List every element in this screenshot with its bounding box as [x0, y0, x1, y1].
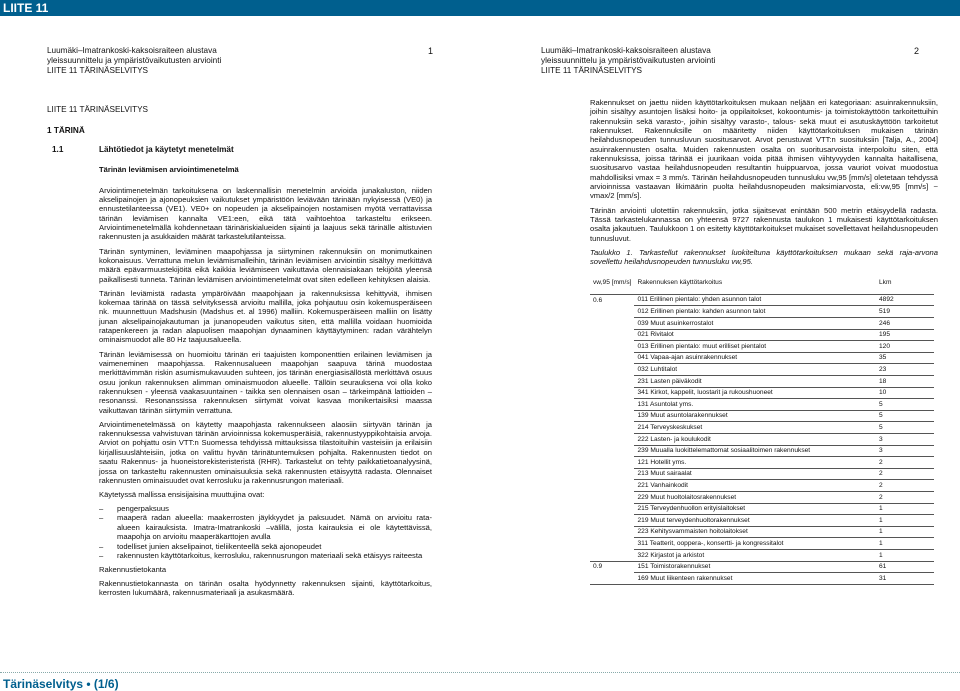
table-cell: 3: [876, 433, 934, 445]
table-row: [590, 573, 934, 585]
table-cell: 2: [876, 468, 934, 480]
left-header-line-2: yleissuunnittelu ja ympäristövaikutusten arviointi: [47, 56, 222, 65]
table-cell: 120: [876, 341, 934, 353]
table-row: [590, 364, 934, 376]
table-row: [590, 306, 934, 318]
list-item: – rakennusten käyttötarkoitus, kerrosluku, rakennusrungon materiaali sekä etäisyys raiteesta: [99, 551, 432, 560]
table-row: [590, 399, 934, 411]
subsection-title: Lähtötiedot ja käytetyt menetelmät: [99, 145, 234, 154]
table-row: [590, 376, 934, 388]
doc-heading: LIITE 11 TÄRINÄSELVITYS: [47, 105, 149, 114]
body-paragraph: Tärinän leviämistä radasta ympäröivään maapohjaan ja rakennuksissa kehittyviä, ihmisen kokemaa tärinää on tässä selvityksessä arvioitu mallilla, joka pohjautuu osin kokemusperäiseen nk. muunnettuun Madshusin (Madshus et. al 1996) malliin. Kokemusperäiseen malliin on lisätty junan akselipainojakautuman ja junanopeuden vaikutus siten, että mallilla voidaan huomioida ratapenkereen ja radan alapuolisen maapohjan dynaaminen käyttäytyminen: radan värähtelyn ominaismuodot alle 80 Hz taajuusalueella.: [99, 288, 432, 345]
banner-title: LIITE 11: [3, 1, 49, 15]
table-cell: 139 Muut asuntolarakennukset: [634, 410, 876, 422]
body-paragraph: Rakennukset on jaettu niiden käyttötarkoituksen mukaan neljään eri kategoriaan: asuinrakennuksiin, joihin sisältyy asuntojen lisäksi hoito- ja oppilaitokset, kokoontumis- ja toimistokäyttöön tarkoitettuihin rakennuksiin sekä varasto-, joihin sisältyy varasto-, talous- sekä muut ei asutuskäyttöön tarkoitetut rakennukset. Rakennuksille on määritetty niiden käyttötarkoituksen mukaisen tärinän heilahdusnopeuden tunnusluvun suositusarvot. Arvot perustuvat VTT:n suosituksiin [Talja, A., 2004] asuinrakennusten osalta. Muiden rakennusten osalta on suoritusarvoista interpoloitu siten, että rakennuksissa, joissa tärinää ei juurikaan voida pitää ihmisen viihtyvyyden kannalta haitallisena, suositusarvo vastaa heilahdusnopeuden resultantin huippuarvoa, jossa vauriot voivat muodostua mahdollisiksi vmax = 3 mm/s. Tärinän heilahdusnopeuden tunnusluku vw,95 [mm/s] oletetaan tehdyssä arvioinnissa vastaavan likimäärin puolta heilahdusnopeuden maksimiarvosta, eli:vw,95 [mm/s] ~ vmax/2 [mm/s].: [590, 98, 938, 201]
list-item: – maaperä radan alueella: maakerrosten jäykkyydet ja paksuudet. Nämä on arvioitu rata-alueen kairauksista. Imatra-Imatrankoski –välillä, josta kairauksia ei ole käytettävissä, maapohja on arvioitu maaperäkarttojen avulla: [99, 513, 432, 541]
table-cell: 1: [876, 515, 934, 527]
table-cell: [590, 468, 634, 480]
list-item: – todelliset junien akselipainot, tieliikenteellä sekä ajonopeudet: [99, 542, 432, 551]
table-cell: 5: [876, 422, 934, 434]
table-cell: 10: [876, 387, 934, 399]
table-cell: 31: [876, 573, 934, 585]
table-row: [590, 457, 934, 469]
body-paragraph: Arviointimenetelmän tarkoituksena on laskennallisin menetelmin arvioida junakaluston, niiden akselipainojen ja ajonopeuksien vaikutukset ympäristöön leviävään tärinään nykyisessä (VE0) ja ennustetilanteessa (VE1). VE0+ on nopeuden ja akselipainojen nostamisen myötä verrattavissa tärinän leviämisen kannalta VE1:een, eikä tätä vaihtoehtoa tarkasteltu erikseen. Arviointimenetelmällä kohdennetaan tärinäriskialueiden sijainti ja laajuus sekä tärinälle altistuvien rakennusten ja asukkaiden määrät tarkastelutilanteissa.: [99, 185, 432, 242]
table-cell: 1: [876, 549, 934, 561]
table-cell: 0.6: [593, 296, 603, 304]
table-row: [590, 318, 934, 330]
body-paragraph: Tärinän syntyminen, leviäminen maapohjassa ja siirtyminen rakennuksiin on monimutkainen kokonaisuus. Verrattuna melun leviämismalleihin, tärinän leviämisen arviointiin sisältyy merkittävä määrä epävarmuustekijöitä eikä kaikkia leviämiseen vaikuttavia olennaisiakaan tekijöitä yleensä paikallisesti tunneta. Tärinän leviämisen arviointimenetelmät ovat siten edelleen kehityksen alaisia.: [99, 246, 432, 284]
table-cell: 041 Vapaa-ajan asuinrakennukset: [634, 352, 876, 364]
table-cell: [590, 503, 634, 515]
table-cell: [590, 549, 634, 561]
table-cell: 169 Muut liikenteen rakennukset: [634, 573, 876, 585]
table-cell: [590, 515, 634, 527]
left-page-number: 1: [428, 46, 434, 56]
table-cell: [590, 538, 634, 550]
table-row: [590, 352, 934, 364]
table-cell: 5: [876, 410, 934, 422]
subsection-heading: [52, 145, 385, 154]
table-cell: [590, 341, 634, 353]
table-cell: 0.9: [593, 563, 603, 571]
table-cell: 2: [876, 480, 934, 492]
table-cell: 3: [876, 445, 934, 457]
right-column: [590, 98, 938, 585]
table-cell: 246: [876, 318, 934, 330]
table-header-row: [590, 272, 934, 294]
table-cell: 219 Muut terveydenhuoltorakennukset: [634, 515, 876, 527]
table-row: [590, 387, 934, 399]
variables-list: [99, 504, 432, 560]
body-paragraph: Käytetyssä mallissa ensisijaisina muuttujina ovat:: [99, 489, 265, 499]
table-cell: 18: [876, 376, 934, 388]
table-cell: [590, 318, 634, 330]
table-cell: 1: [876, 503, 934, 515]
left-header-line-1: Luumäki–Imatrankoski-kaksoisraiteen alustava: [47, 46, 217, 55]
table-row: [590, 515, 934, 527]
table-cell: 151 Toimistorakennukset: [634, 561, 876, 573]
table-cell: 229 Muut huoltolaitosrakennukset: [634, 491, 876, 503]
table-row: [590, 468, 934, 480]
table-cell: [590, 399, 634, 411]
table-cell: 239 Muualla luokittelemattomat sosiaalitoimen rakennukset: [634, 445, 876, 457]
table-cell: [590, 433, 634, 445]
table-cell: 1: [876, 538, 934, 550]
right-page-number: 2: [914, 46, 920, 56]
table-row: [590, 294, 934, 306]
table-cell: 341 Kirkot, kappelit, luostarit ja rukoushuoneet: [634, 387, 876, 399]
table-cell: [590, 352, 634, 364]
table-row: [590, 445, 934, 457]
table-cell: 4892: [876, 294, 934, 306]
footer-divider: [0, 672, 960, 673]
table-cell: [590, 457, 634, 469]
table-cell: 1: [876, 526, 934, 538]
table-cell: 121 Hotellit yms.: [634, 457, 876, 469]
table-cell: 223 Kehitysvammaisten hoitolaitokset: [634, 526, 876, 538]
section-heading: 1 TÄRINÄ: [47, 126, 85, 136]
left-body: [52, 145, 432, 603]
table-cell: 011 Erillinen pientalo: yhden asunnon talot: [634, 294, 876, 306]
right-header-line-2: yleissuunnittelu ja ympäristövaikutusten arviointi: [541, 56, 716, 65]
table-row: [590, 341, 934, 353]
table-cell: 213 Muut sairaalat: [634, 468, 876, 480]
table-cell: 012 Erillinen pientalo: kahden asunnon talot: [634, 306, 876, 318]
table-cell: [590, 364, 634, 376]
table-row: [590, 491, 934, 503]
table-cell: 032 Luhtitalot: [634, 364, 876, 376]
table-cell: 5: [876, 399, 934, 411]
body-paragraph: Tärinän leviämisessä on huomioitu tärinän eri taajuisten komponenttien erilainen leviämisen ja vaimeneminen maapohjassa. Rakennusalueen maapohjan saapuva tärinä muodostaa merkittävimmän riskin asumismukavuuden suhteen, jos tärinän energiasisällöstä merkittävä osuus osuu jonkun rakennuksen alimman ominaismuodon alueelle. Tällöin seurauksena voi olla koko rakennuksen - yleensä vaakasuuntainen - taikka sen olennaisen osan – tärkeimpänä lattioiden – resonanssi. Resonanssissa rakennuksen siirtymät voivat kasvaa monikertaisiksi maassa vaikuttavan tärinän siirtymiin verrattuna.: [99, 349, 432, 415]
table-row: [590, 433, 934, 445]
table-cell: 131 Asuntolat yms.: [634, 399, 876, 411]
table-caption: Taulukko 1. Tarkastellut rakennukset luokiteltuna käyttötarkoituksen mukaan sekä raja-arvona sovellettu heilahdusnopeuden tunnusluku vw,95.: [590, 247, 938, 267]
table-cell: [590, 526, 634, 538]
body-paragraph: Rakennustietokannasta on tärinän osalta hyödynnetty rakennuksen sijainti, käyttötarkoitus, kerrosten lukumäärä, rakennusmateriaali ja asukasmäärä.: [99, 579, 432, 598]
table-cell: [590, 410, 634, 422]
table-cell: 215 Terveydenhuollon erityislaitokset: [634, 503, 876, 515]
body-paragraph: Tärinän arviointi ulotettiin rakennuksiin, jotka sijaitsevat enintään 500 metrin etäisyydellä radasta. Tässä tarkastelukannassa on yhteensä 9727 rakennusta taulukon 1 mukaisesti käyttötarkoituksen osalta jakautuen. Taulukkoon 1 on esitetty käyttötarkoitukset mukaiset sovellettavat heilahdusnopeuden tunnusluvut.: [590, 205, 938, 243]
left-column: [47, 105, 432, 148]
table-cell: 214 Terveyskeskukset: [634, 422, 876, 434]
footer-label: Tärinäselvitys • (1/6): [3, 677, 119, 691]
table-cell: 021 Rivitalot: [634, 329, 876, 341]
top-banner: [0, 0, 960, 16]
table-header-cell: vw,95 [mm/s]: [590, 272, 634, 294]
table-cell: 039 Muut asuinkerrostalot: [634, 318, 876, 330]
table-cell: 195: [876, 329, 934, 341]
table-cell: 311 Teatterit, ooppera-, konsertti- ja kongressitalot: [634, 538, 876, 550]
table-cell: 61: [876, 561, 934, 573]
table-row: [590, 329, 934, 341]
method-subheading: Tärinän leviämisen arviointimenetelmä: [99, 165, 239, 175]
table-cell: [590, 480, 634, 492]
table-cell: 322 Kirjastot ja arkistot: [634, 549, 876, 561]
database-heading: Rakennustietokanta: [99, 564, 167, 574]
table-row: [590, 561, 934, 573]
table-cell: 23: [876, 364, 934, 376]
table-row: [590, 503, 934, 515]
table-cell: 35: [876, 352, 934, 364]
table-cell: [590, 573, 634, 585]
table-header-cell: Rakennuksen käyttötarkoitus: [634, 272, 876, 294]
table-cell: [590, 422, 634, 434]
table-cell: 222 Lasten- ja koulukodit: [634, 433, 876, 445]
table-row: [590, 538, 934, 550]
body-paragraph: Arviointimenetelmässä on käytetty maapohjasta rakennukseen alaosiin siirtyvän tärinän ja rakennuksessa vahvistuvan tärinän arvioinnissa kokemusperäisiä, rakennustyyppikohtaisia arvoja. Arviot on pohjattu osin VTT:n Suomessa tehdyissä mittauksissa tilastoituihin vasteisiin ja erilaisiin kirjallisuuslähteisiin, jotka on valittu hyvän tärinätuntemuksen pohjalta. Rakennusten tiedot on saatu Rakennus- ja huoneistorekisteristeristä (RHR). Tarkastelut on tehty paikkatietoanalyysinä, jossa on tarkasteltu rakennusten ominaisuuksia sekä rakennusten etäisyyttä radasta. Olennaiset rakennusten ominaisuudet ovat kerrosluku ja rakennusrungon materiaali.: [99, 419, 432, 485]
table-cell: [590, 445, 634, 457]
table-row: [590, 526, 934, 538]
table-cell: [590, 306, 634, 318]
right-page-header: [541, 46, 715, 76]
table-cell: 519: [876, 306, 934, 318]
left-header-line-3: LIITE 11 TÄRINÄSELVITYS: [47, 66, 149, 75]
subsection-number: 1.1: [52, 145, 64, 154]
buildings-table: [590, 272, 934, 584]
left-page-header: [47, 46, 221, 76]
table-row: [590, 410, 934, 422]
table-cell: [590, 329, 634, 341]
table-row: [590, 480, 934, 492]
list-item: – pengerpaksuus: [99, 504, 432, 513]
table-row: [590, 422, 934, 434]
table-cell: 013 Erillinen pientalo: muut erilliset pientalot: [634, 341, 876, 353]
table-cell: 221 Vanhainkodit: [634, 480, 876, 492]
table-cell: [590, 387, 634, 399]
table-cell: 2: [876, 491, 934, 503]
table-cell: 231 Lasten päiväkodit: [634, 376, 876, 388]
table-row: [590, 549, 934, 561]
table-header-cell: Lkm: [876, 272, 934, 294]
table-cell: [590, 376, 634, 388]
table-cell: [590, 491, 634, 503]
table-cell: 2: [876, 457, 934, 469]
right-header-line-3: LIITE 11 TÄRINÄSELVITYS: [541, 66, 643, 75]
right-header-line-1: Luumäki–Imatrankoski-kaksoisraiteen alustava: [541, 46, 711, 55]
